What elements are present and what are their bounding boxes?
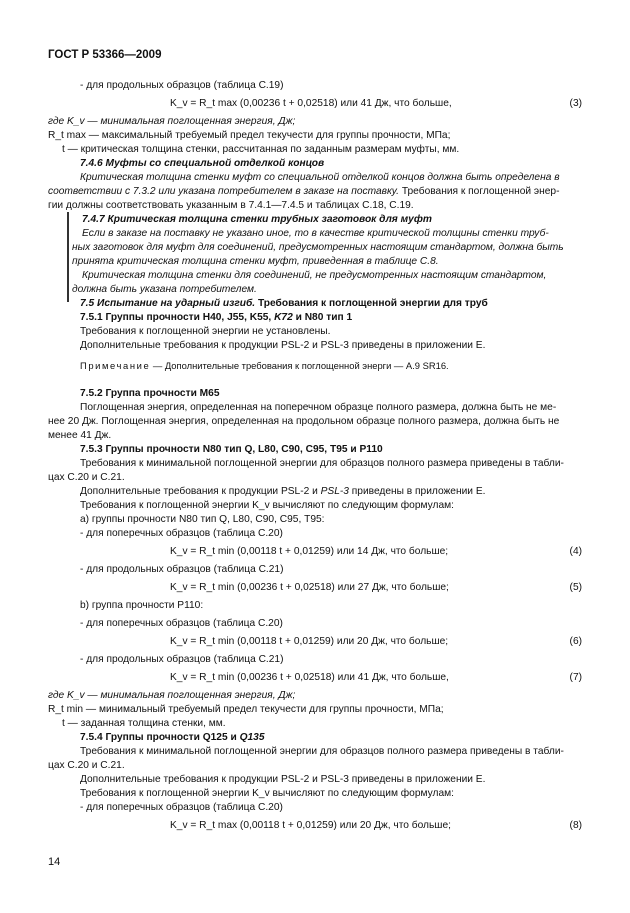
paragraph-line: Поглощенная энергия, определенная на поперечном образце полного размера, должна быть не ме- [80,402,557,413]
list-item: а) группы прочности N80 тип Q, L80, С90, С95, Т95: [80,514,325,525]
text-line: Дополнительные требования к продукции PSL-2 и PSL-3 приведены в приложении Е. [80,340,486,351]
paragraph-line [80,486,485,498]
formula-number-6: (6) [569,636,582,647]
section-7-4-6-heading: 7.4.6 Муфты со специальной отделкой концов [80,158,325,169]
section-7-5-4-heading [80,732,264,744]
page-number: 14 [48,856,61,868]
paragraph-line: Критическая толщина стенки для соединений, не предусмотренных настоящим стандартом, [82,270,547,281]
formula-6: K_v = R_t min (0,00118 t + 0,01259) или 20 Дж, что больше; [170,636,449,647]
paragraph-line: Требования к минимальной поглощенной энергии для образцов полного размера приведены в табли- [80,458,564,469]
paragraph-line: гии должны соответствовать указанным в 7.4.1—7.4.5 и таблицах С.18, С.19. [48,200,414,211]
list-item: - для продольных образцов (таблица С.21) [80,564,284,575]
change-bar [67,212,69,302]
paragraph-line: принята критическая толщина стенки муфт, приведенная в таблице С.8. [72,256,439,267]
formula-number-5: (5) [569,582,582,593]
paragraph-line: Требования к поглощенной энергии K_v вычисляют по следующим формулам: [80,788,454,799]
paragraph-line: цах С.20 и С.21. [48,472,125,483]
heading-span: и N80 тип 1 [292,312,353,323]
paragraph-span: Требования к поглощенной энер- [399,186,560,197]
where-kv: где K_v — минимальная поглощенная энергия, Дж; [48,690,296,701]
section-7-5-3-heading: 7.5.3 Группы прочности N80 тип Q, L80, С90, С95, Т95 и Р110 [80,444,383,455]
paragraph-line: Если в заказе на поставку не указано иное, то в качестве критической толщины стенки труб- [82,228,549,239]
text-line: Требования к поглощенной энергии не установлены. [80,326,331,337]
paragraph-line: цах С.20 и С.21. [48,760,125,771]
formula-4: K_v = R_t min (0,00118 t + 0,01259) или 14 Дж, что больше; [170,546,449,557]
section-7-5-2-heading: 7.5.2 Группа прочности М65 [80,388,220,399]
paragraph-italic-span: соответствии с 7.3.2 или указана потребителем в заказе на поставку. [48,186,400,197]
formula-5: K_v = R_t min (0,00236 t + 0,02518) или 27 Дж, что больше; [170,582,449,593]
where-rtmax: R_t max — максимальный требуемый предел текучести для группы прочности, МПа; [48,130,451,141]
heading-italic-span: Q135 [239,732,265,743]
paragraph-span: приведены в приложении Е. [348,486,486,497]
note-text: — Дополнительные требования к поглощенной энерги — А.9 SR16. [150,360,449,371]
text-line: - для продольных образцов (таблица С.19) [80,80,284,91]
paragraph-italic-span: PSL-3 [320,486,349,497]
heading-span: 7.5.1 Группы прочности Н40, J55, K55, [80,312,275,323]
formula-8: K_v = R_t max (0,00118 t + 0,01259) или 20 Дж, что больше; [170,820,451,831]
document-header: ГОСТ Р 53366—2009 [48,49,162,61]
list-item: - для поперечных образцов (таблица С.20) [80,618,283,629]
where-t: t — заданная толщина стенки, мм. [62,718,226,729]
note [80,360,449,372]
list-item: - для продольных образцов (таблица С.21) [80,654,284,665]
paragraph-line: Критическая толщина стенки муфт со специальной отделкой концов должна быть определена в [80,172,560,183]
where-kv: где K_v — минимальная поглощенная энергия, Дж; [48,116,296,127]
list-item: - для поперечных образцов (таблица С.20) [80,802,283,813]
paragraph-line: менее 41 Дж. [48,430,112,441]
paragraph-line: должна быть указана потребителем. [72,284,257,295]
paragraph-line: ных заготовок для муфт для соединений, предусмотренных настоящим стандартом, должна быть [72,242,564,253]
heading-span: 7.5.4 Группы прочности Q125 и [80,732,240,743]
paragraph-line: Дополнительные требования к продукции PSL-2 и PSL-3 приведены в приложении Е. [80,774,486,785]
formula-number-8: (8) [569,820,582,831]
list-item: - для поперечных образцов (таблица С.20) [80,528,283,539]
formula-number-7: (7) [569,672,582,683]
list-item: b) группа прочности Р110: [80,600,204,611]
note-label: Примечание [80,360,151,371]
paragraph-span: Дополнительные требования к продукции PSL-2 и [80,486,321,497]
paragraph-line: Требования к поглощенной энергии K_v вычисляют по следующим формулам: [80,500,454,511]
formula-3: K_v = R_t max (0,00236 t + 0,02518) или 41 Дж, что больше, [170,98,452,109]
section-7-5-title: 7.5 Испытание на ударный изгиб. [80,298,256,309]
section-7-5-1-heading [80,312,352,324]
section-7-5-subtitle: Требования к поглощенной энергии для труб [255,298,488,309]
paragraph-line: Требования к минимальной поглощенной энергии для образцов полного размера приведены в табли- [80,746,564,757]
paragraph-line: нее 20 Дж. Поглощенная энергия, определенная на продольном образце полного размера, должна быть не [48,416,560,427]
where-t: t — критическая толщина стенки, рассчитанная по заданным размерам муфты, мм. [62,144,460,155]
heading-italic-span: K72 [274,312,293,323]
formula-number-4: (4) [569,546,582,557]
formula-7: K_v = R_t min (0,00236 t + 0,02518) или 41 Дж, что больше, [170,672,449,683]
formula-number-3: (3) [569,98,582,109]
section-7-5-heading [80,298,488,310]
section-7-4-7-heading: 7.4.7 Критическая толщина стенки трубных заготовок для муфт [82,214,432,225]
where-rtmin: R_t min — минимальный требуемый предел текучести для группы прочности, МПа; [48,704,444,715]
paragraph-line [48,186,559,198]
